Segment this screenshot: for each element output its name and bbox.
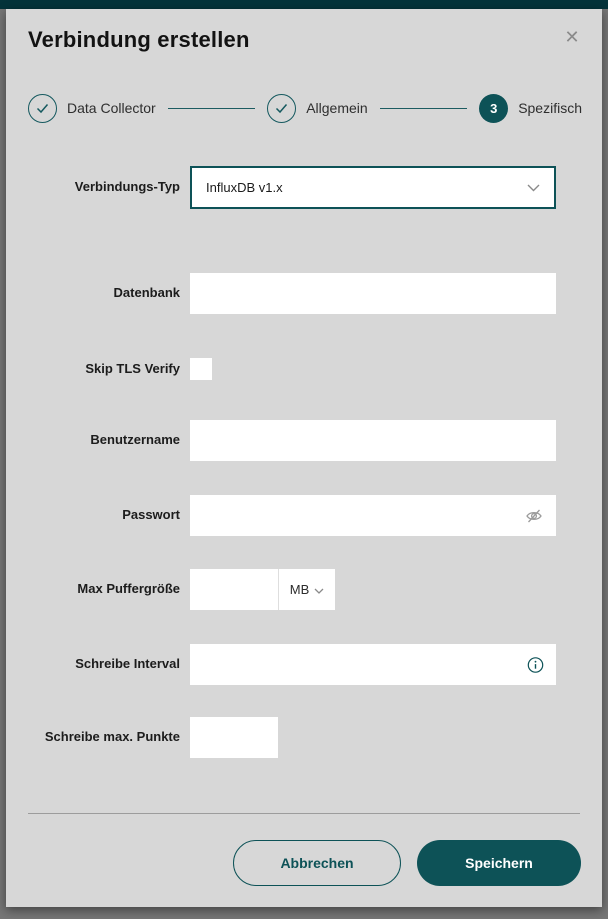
step-allgemein[interactable]: [267, 94, 367, 123]
datenbank-input[interactable]: [190, 273, 556, 314]
step-spezifisch[interactable]: [479, 94, 582, 123]
close-icon: ✕: [564, 27, 580, 47]
cancel-button[interactable]: Abbrechen: [233, 840, 401, 886]
app-top-bar: [0, 0, 608, 9]
field-label: Schreibe max. Punkte: [44, 729, 180, 745]
stepper: [28, 93, 582, 123]
field-row-connection-type: [28, 166, 580, 209]
step-connector-line: [168, 108, 256, 109]
field-label: Benutzername: [90, 432, 180, 448]
step-label: Allgemein: [306, 100, 368, 116]
step-label: Data Collector: [67, 100, 156, 116]
field-label: Datenbank: [113, 285, 180, 301]
field-label: Verbindungs-Typ: [74, 179, 180, 195]
footer-divider: [28, 813, 580, 814]
chevron-down-icon: [314, 581, 324, 599]
save-button[interactable]: Speichern: [417, 840, 581, 886]
field-row-skip-tls: [28, 358, 580, 380]
chevron-down-icon: [527, 179, 540, 197]
max-buffer-input[interactable]: [190, 569, 278, 610]
connection-type-select[interactable]: [190, 166, 556, 209]
field-row-max-buffer: [28, 569, 580, 610]
selected-value: InfluxDB v1.x: [206, 180, 283, 195]
step-data-collector[interactable]: [28, 94, 156, 123]
field-row-password: [28, 495, 580, 536]
benutzername-input[interactable]: [190, 420, 556, 461]
eye-off-icon[interactable]: [524, 506, 544, 526]
step-number-badge: 3: [479, 94, 508, 123]
schreibe-max-punkte-input[interactable]: [190, 717, 278, 758]
field-label: Max Puffergröße: [77, 581, 180, 597]
field-label: Skip TLS Verify: [85, 360, 180, 376]
field-row-database: [28, 273, 580, 314]
dialog-title: Verbindung erstellen: [28, 27, 250, 52]
buffer-unit-select[interactable]: [278, 569, 335, 610]
info-icon[interactable]: [527, 656, 544, 673]
unit-value: MB: [289, 582, 310, 597]
passwort-input[interactable]: [190, 495, 556, 536]
close-button[interactable]: [560, 25, 584, 49]
check-circle-icon: [28, 94, 57, 123]
step-label: Spezifisch: [518, 100, 582, 116]
check-circle-icon: [267, 94, 296, 123]
field-row-write-max-points: [28, 717, 580, 758]
field-label: Schreibe Interval: [75, 656, 180, 672]
field-row-write-interval: [28, 644, 580, 685]
create-connection-dialog: [6, 9, 602, 907]
field-label: Passwort: [122, 507, 180, 523]
field-row-username: [28, 420, 580, 461]
schreibe-interval-input[interactable]: [190, 644, 556, 685]
step-connector-line: [380, 108, 468, 109]
skip-tls-checkbox[interactable]: [190, 358, 212, 380]
